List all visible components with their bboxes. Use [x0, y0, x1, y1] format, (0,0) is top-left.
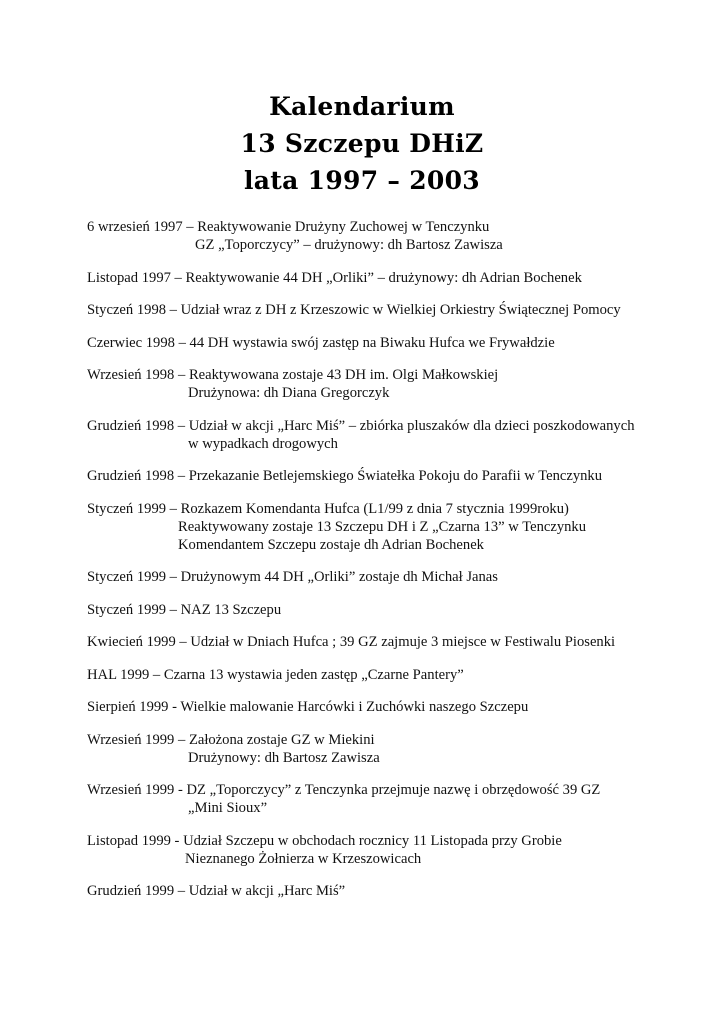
calendar-entry [87, 301, 707, 319]
calendar-entry [87, 666, 707, 684]
calendar-entry [87, 698, 707, 716]
entry-heading-line: 6 wrzesień 1997 – Reaktywowanie Drużyny Zuchowej w Tenczynku [87, 219, 490, 235]
entry-heading-line: Czerwiec 1998 – 44 DH wystawia swój zastęp na Biwaku Hufca we Frywałdzie [87, 334, 555, 351]
entry-continuation-line: w wypadkach drogowych [188, 435, 338, 452]
title-line-2: 13 Szczepu DHiZ [240, 129, 484, 158]
calendar-entry [87, 269, 707, 287]
entry-heading-line: Grudzień 1998 – Przekazanie Betlejemskiego Światełka Pokoju do Parafii w Tenczynku [87, 468, 603, 484]
title-line-3: lata 1997 – 2003 [243, 166, 480, 195]
calendar-entry [87, 731, 707, 767]
calendar-entry [87, 500, 707, 554]
calendar-entry [87, 601, 707, 619]
entry-continuation-line: Komendantem Szczepu zostaje dh Adrian Bochenek [178, 536, 484, 553]
entry-heading-line: Listopad 1997 – Reaktywowanie 44 DH „Orliki” – drużynowy: dh Adrian Bochenek [87, 269, 582, 286]
calendar-entry [87, 633, 707, 651]
calendar-entry [87, 366, 707, 402]
entry-continuation-line: GZ „Toporczycy” – drużynowy: dh Bartosz Zawisza [195, 237, 503, 253]
entry-heading-line: Grudzień 1998 – Udział w akcji „Harc Miś” – zbiórka pluszaków dla dzieci poszkodowanych [87, 417, 635, 434]
calendar-entry [87, 832, 707, 868]
entry-heading-line: Kwiecień 1999 – Udział w Dniach Hufca ; 39 GZ zajmuje 3 miejsce w Festiwalu Piosenki [87, 634, 616, 650]
entry-heading-line: Sierpień 1999 - Wielkie malowanie Harcówki i Zuchówki naszego Szczepu [87, 699, 529, 715]
entry-continuation-line: Drużynowy: dh Bartosz Zawisza [188, 749, 380, 766]
entry-heading-line: Wrzesień 1999 – Założona zostaje GZ w Miekini [87, 731, 375, 748]
calendar-entry [87, 334, 707, 352]
title-line-1: Kalendarium [269, 92, 455, 121]
entry-heading-line: Wrzesień 1998 – Reaktywowana zostaje 43 DH im. Olgi Małkowskiej [87, 367, 499, 383]
entry-heading-line: Styczeń 1999 – NAZ 13 Szczepu [87, 601, 282, 618]
entry-continuation-line: Drużynowa: dh Diana Gregorczyk [188, 385, 390, 401]
calendar-entry [87, 218, 707, 254]
entry-continuation-line: Reaktywowany zostaje 13 Szczepu DH i Z „Czarna 13” w Tenczynku [178, 518, 587, 535]
entry-heading-line: Wrzesień 1999 - DZ „Toporczycy” z Tenczynka przejmuje nazwę i obrzędowość 39 GZ [87, 782, 601, 798]
calendar-entry [87, 882, 707, 900]
entry-continuation-line: „Mini Sioux” [188, 800, 268, 816]
calendar-entries [87, 218, 707, 915]
entry-heading-line: Grudzień 1999 – Udział w akcji „Harc Miś” [87, 883, 346, 899]
entry-heading-line: Listopad 1999 - Udział Szczepu w obchodach rocznicy 11 Listopada przy Grobie [87, 832, 562, 849]
entry-heading-line: HAL 1999 – Czarna 13 wystawia jeden zastęp „Czarne Pantery” [87, 666, 464, 683]
entry-continuation-line: Nieznanego Żołnierza w Krzeszowicach [185, 850, 422, 867]
document-title [0, 88, 724, 199]
entry-heading-line: Styczeń 1999 – Drużynowym 44 DH „Orliki” zostaje dh Michał Janas [87, 569, 498, 585]
calendar-entry [87, 568, 707, 586]
entry-heading-line: Styczeń 1999 – Rozkazem Komendanta Hufca (L1/99 z dnia 7 stycznia 1999roku) [87, 500, 569, 517]
calendar-entry [87, 417, 707, 453]
entry-heading-line: Styczeń 1998 – Udział wraz z DH z Krzeszowic w Wielkiej Orkiestry Świątecznej Pomocy [87, 302, 621, 318]
calendar-entry [87, 467, 707, 485]
calendar-entry [87, 781, 707, 817]
